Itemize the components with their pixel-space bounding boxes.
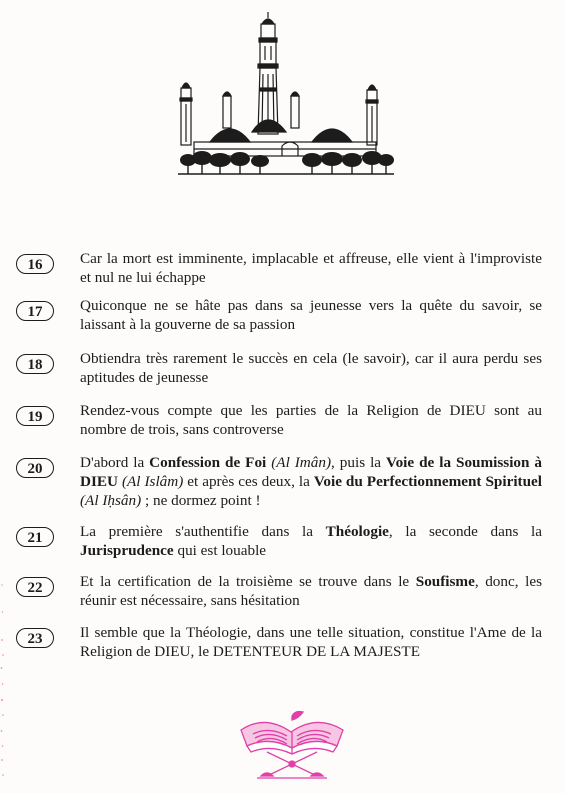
verse-text: [80, 572, 542, 610]
text-run: Et la certification de la troisième se trouve dans le: [80, 573, 416, 590]
bold-term: Confession de Foi: [149, 454, 267, 471]
verse-text: [80, 522, 542, 560]
verse-number: 19: [16, 406, 54, 426]
verse: [0, 523, 565, 571]
verse: [0, 402, 565, 450]
bold-term: Théologie: [325, 523, 389, 540]
mosque-illustration: [172, 4, 398, 180]
verse-number: 18: [16, 354, 54, 374]
verse: [0, 250, 565, 298]
verse-text: [80, 349, 542, 387]
bold-term: Voie de la Soumission à DIEU: [80, 454, 543, 490]
arabic-term: (Al Iḥsân): [80, 492, 142, 509]
verse: [0, 454, 565, 509]
verse-text: [80, 453, 542, 510]
text-run: D'abord la: [80, 454, 150, 471]
verse-number: 16: [16, 254, 54, 274]
bold-term: Soufisme: [415, 573, 475, 590]
verse-text: [80, 249, 542, 287]
verse: [0, 297, 565, 345]
verse: [0, 350, 565, 398]
bold-term: Voie du Perfectionnement Spirituel: [313, 473, 543, 490]
text-run: Rendez-vous compte que les parties de la Religion de DIEU sont au nombre de trois, sans controverse: [80, 402, 542, 438]
text-run: Car la mort est imminente, implacable et affreuse, elle vient à l'improviste et nul ne lui échappe: [80, 250, 542, 286]
text-run: qui est louable: [173, 542, 267, 559]
text-run: et après ces deux, la: [183, 473, 314, 490]
text-run: Obtiendra très rarement le succès en cela (le savoir), car il aura perdu ses aptitudes de jeunesse: [80, 350, 542, 386]
bold-term: Jurisprudence: [80, 542, 174, 559]
verse-text: [80, 296, 542, 334]
text-run: La première s'authentifie dans la: [80, 523, 326, 540]
verse-text: [80, 401, 542, 439]
verse-number: 21: [16, 527, 54, 547]
text-run: Il semble que la Théologie, dans une telle situation, constitue l'Ame de la Religion de DIEU, le DETENTEUR DE LA MAJESTE: [80, 624, 542, 660]
verse-number: 23: [16, 628, 54, 648]
verse-number: 22: [16, 577, 54, 597]
text-run: ; ne dormez point !: [141, 492, 261, 509]
verse-number: 17: [16, 301, 54, 321]
text-run: , la seconde dans la: [388, 523, 542, 540]
arabic-term: (Al Islâm): [121, 473, 184, 490]
verse: [0, 573, 565, 621]
text-run: , donc, les réunir est nécessaire, sans hésitation: [80, 573, 542, 609]
text-run: , puis la: [331, 454, 386, 471]
verse: [0, 624, 565, 672]
verse-text: [80, 623, 542, 661]
text-run: Quiconque ne se hâte pas dans sa jeunesse vers la quête du savoir, se laissant à la gouverne de sa passion: [80, 297, 542, 333]
arabic-term: (Al Imân): [271, 454, 332, 471]
open-quran-icon: [237, 706, 347, 786]
verse-number: 20: [16, 458, 54, 478]
